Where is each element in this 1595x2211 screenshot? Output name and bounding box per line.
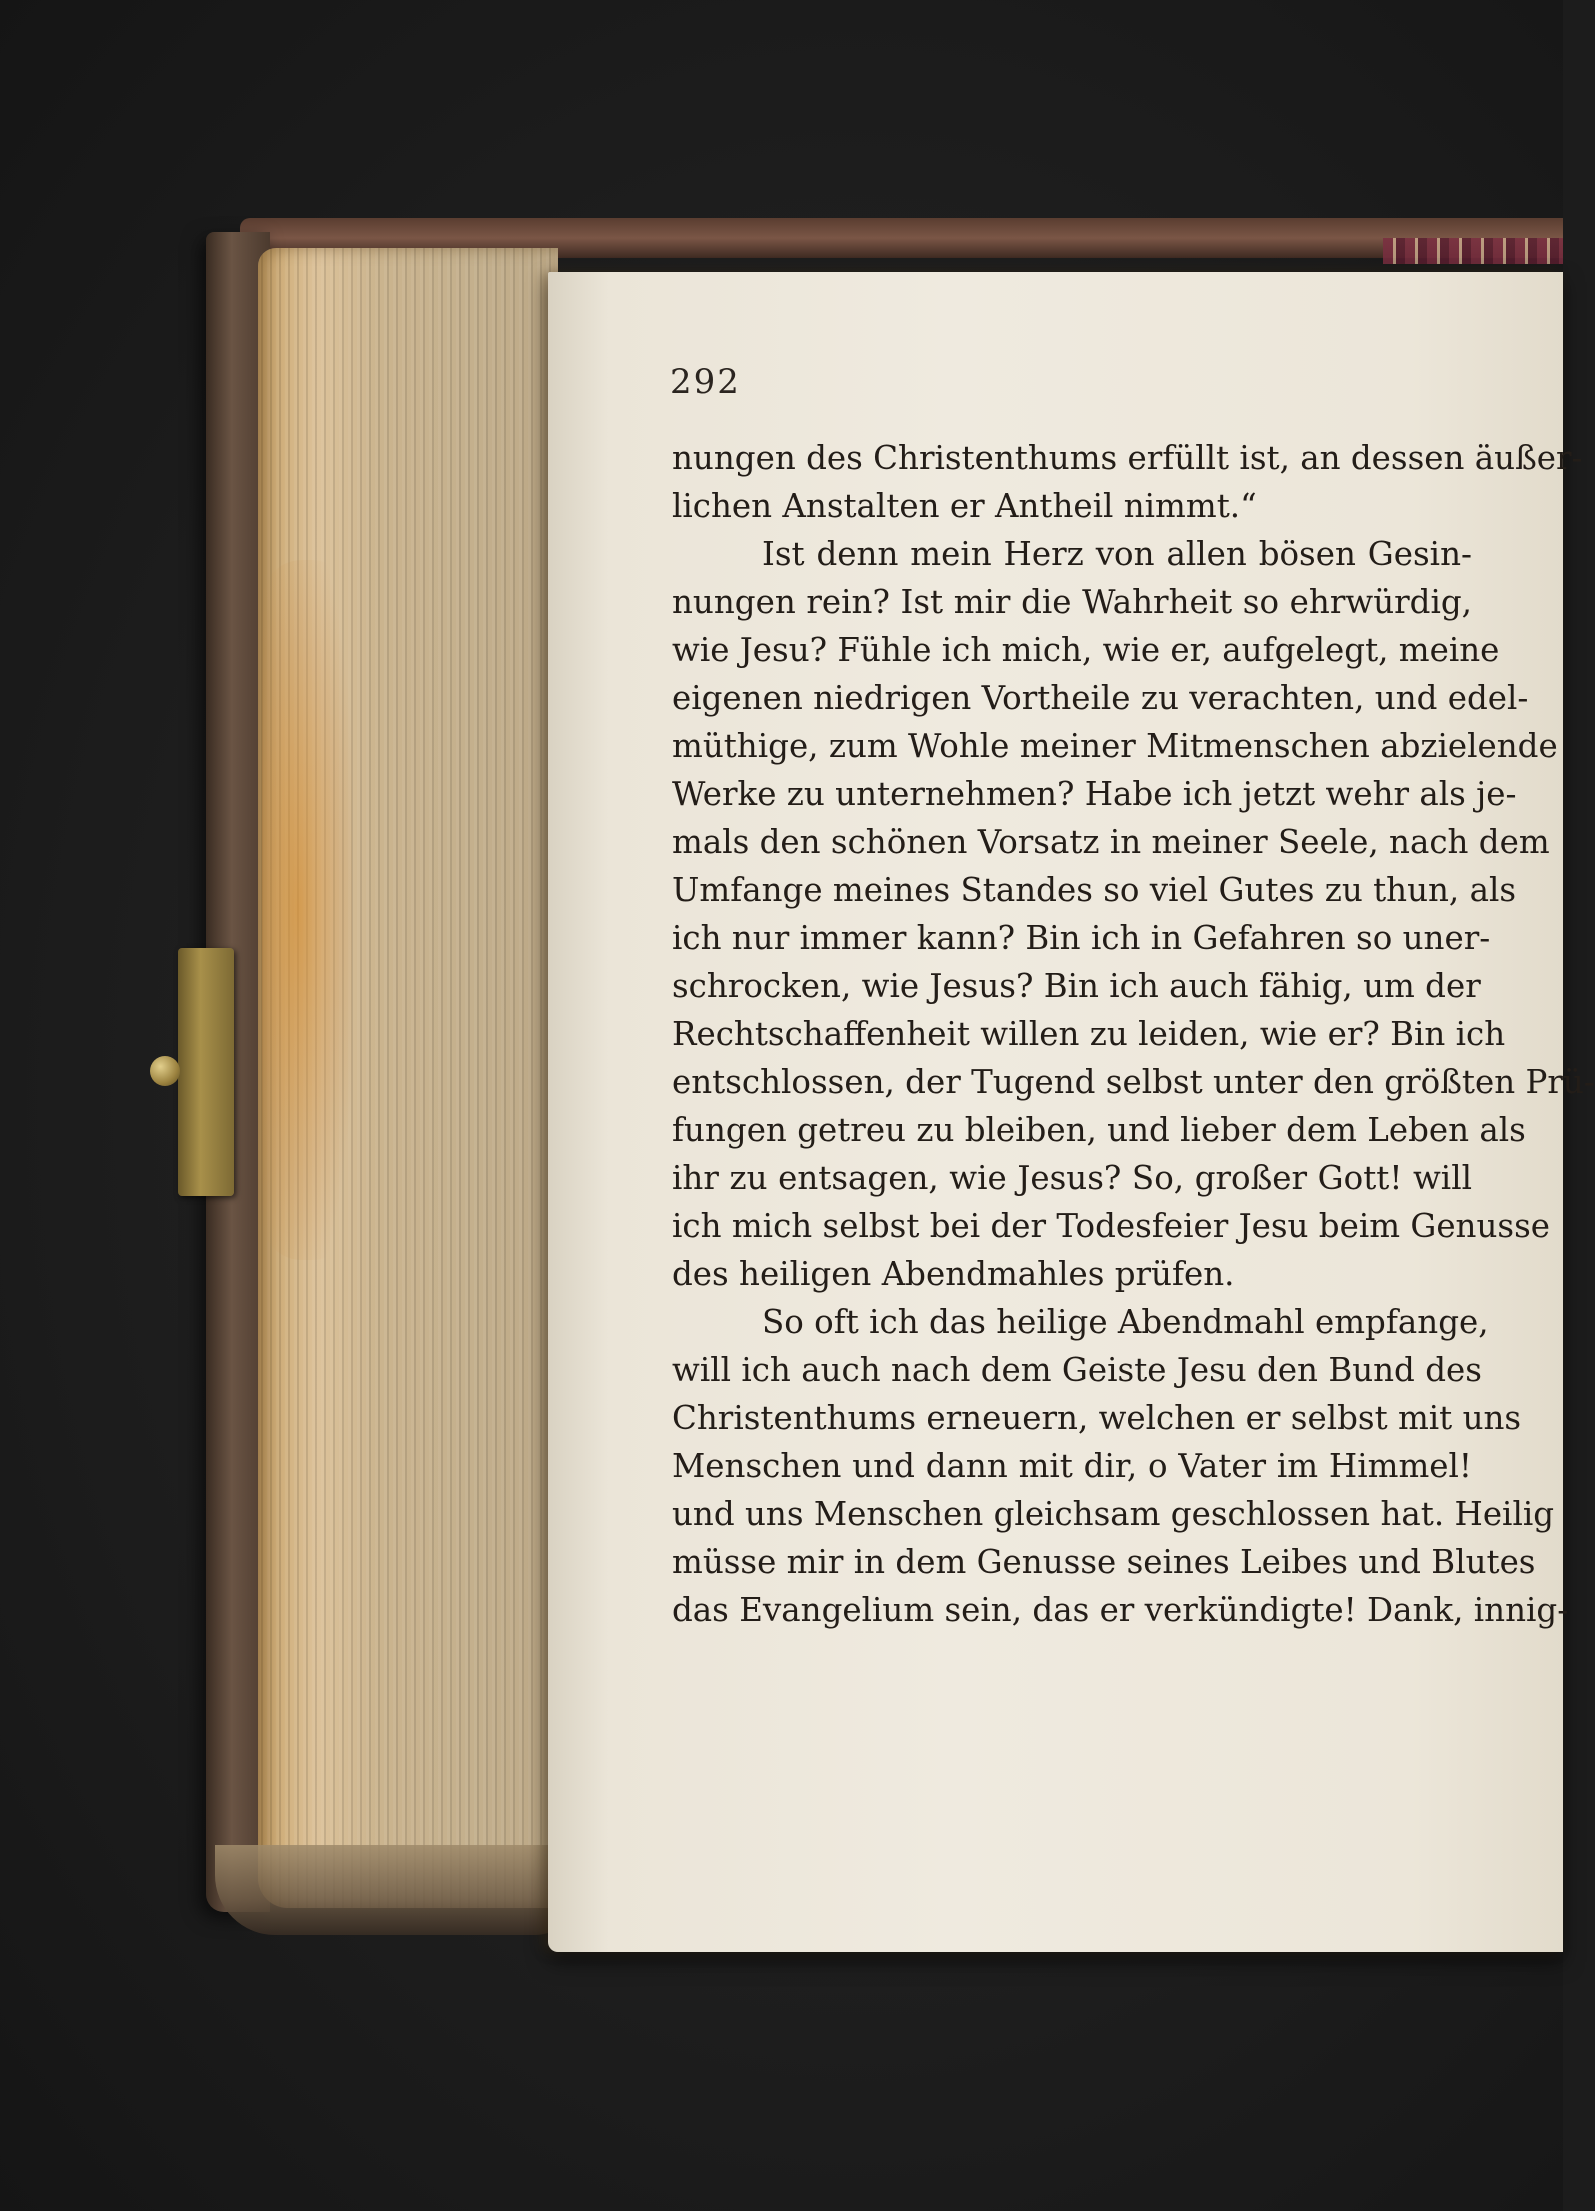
text-line: So oft ich das heilige Abendmahl empfange, <box>762 1303 1489 1341</box>
text-line: Menschen und dann mit dir, o Vater im Himmel! <box>672 1447 1472 1485</box>
text-line: schrocken, wie Jesus? Bin ich auch fähig, um der <box>672 967 1481 1005</box>
text-line: fungen getreu zu bleiben, und lieber dem Leben als <box>672 1111 1526 1149</box>
text-line: Werke zu unternehmen? Habe ich jetzt wehr als je- <box>672 775 1517 813</box>
text-line: müthige, zum Wohle meiner Mitmenschen abzielende <box>672 727 1558 765</box>
text-line: will ich auch nach dem Geiste Jesu den Bund des <box>672 1351 1482 1389</box>
text-line: das Evangelium sein, das er verkündigte! Dank, innig- <box>672 1591 1569 1629</box>
fore-edge-stain <box>262 560 352 1260</box>
text-line: lichen Anstalten er Antheil nimmt.“ <box>672 487 1257 525</box>
text-line: mals den schönen Vorsatz in meiner Seele, nach dem <box>672 823 1550 861</box>
page-number: 292 <box>670 362 741 402</box>
page-text-block <box>672 434 1595 1634</box>
text-line: Ist denn mein Herz von allen bösen Gesin- <box>762 535 1472 573</box>
text-line: Rechtschaffenheit willen zu leiden, wie er? Bin ich <box>672 1015 1506 1053</box>
text-line: Christenthums erneuern, welchen er selbst mit uns <box>672 1399 1522 1437</box>
text-line: des heiligen Abendmahles prüfen. <box>672 1255 1235 1293</box>
text-line: nungen des Christenthums erfüllt ist, an dessen äußer- <box>672 439 1583 477</box>
text-line: und uns Menschen gleichsam geschlossen hat. Heilig <box>672 1495 1555 1533</box>
text-line: eigenen niedrigen Vortheile zu verachten, und edel- <box>672 679 1529 717</box>
clasp-knob <box>150 1056 180 1086</box>
text-line: müsse mir in dem Genusse seines Leibes und Blutes <box>672 1543 1536 1581</box>
page-fore-edge-bottom <box>215 1845 575 1935</box>
text-line: entschlossen, der Tugend selbst unter den größten Prü- <box>672 1063 1595 1101</box>
text-line: ich nur immer kann? Bin ich in Gefahren so uner- <box>672 919 1491 957</box>
cover-stitching <box>1383 238 1563 264</box>
book-clasp <box>178 948 234 1196</box>
text-line: nungen rein? Ist mir die Wahrheit so ehrwürdig, <box>672 583 1472 621</box>
text-line: Umfange meines Standes so viel Gutes zu thun, als <box>672 871 1517 909</box>
text-line: wie Jesu? Fühle ich mich, wie er, aufgelegt, meine <box>672 631 1500 669</box>
text-line: ich mich selbst bei der Todesfeier Jesu beim Genusse <box>672 1207 1551 1245</box>
text-line: ihr zu entsagen, wie Jesus? So, großer Gott! will <box>672 1159 1472 1197</box>
